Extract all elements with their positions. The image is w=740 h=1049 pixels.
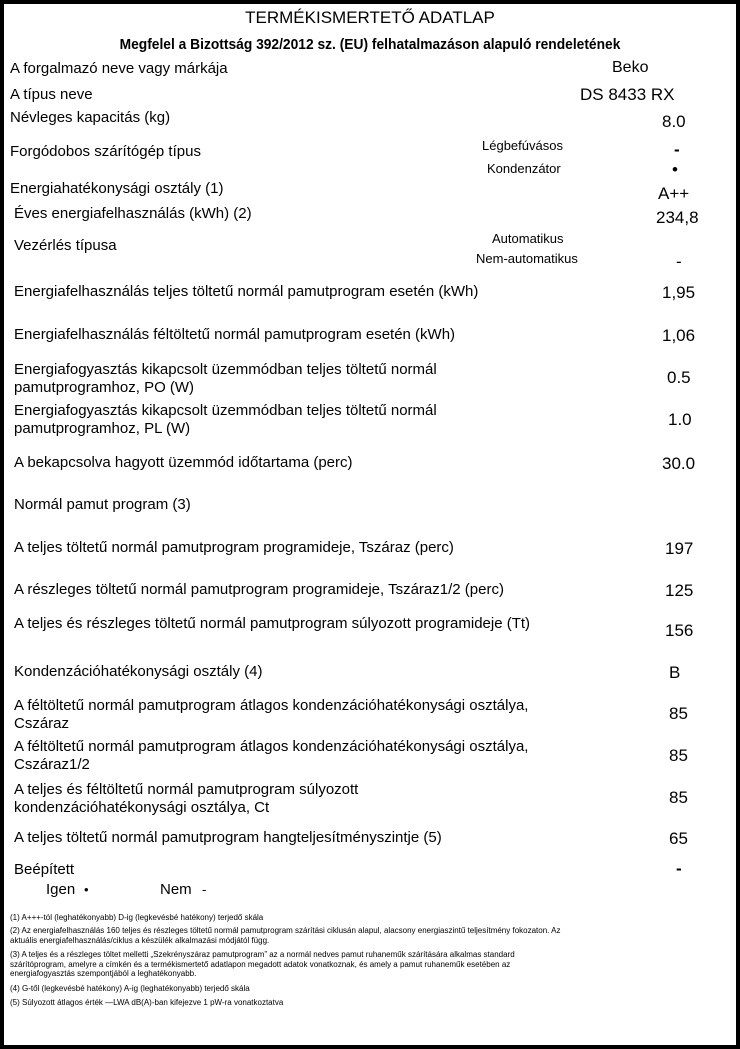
footnote-1: (1) A+++-tól (leghatékonyabb) D-ig (legkevésbé hatékony) terjedő skála	[10, 913, 264, 922]
brand-label: A forgalmazó neve vagy márkája	[10, 60, 228, 77]
capacity-value: 8.0	[662, 112, 686, 131]
program-time-full-value: 197	[665, 539, 694, 558]
control-type-label: Vezérlés típusa	[14, 237, 117, 254]
footnote-4: (4) G-től (legkevésbé hatékony) A-ig (leghatékonyabb) terjedő skála	[10, 984, 250, 993]
capacity-label: Névleges kapacitás (kg)	[10, 109, 171, 126]
energy-class-value: A++	[658, 184, 690, 203]
page-subtitle: Megfelel a Bizottság 392/2012 sz. (EU) felhatalmazáson alapuló rendeletének	[119, 36, 621, 53]
weighted-program-time-value: 156	[665, 621, 694, 640]
control-nonautomatic-value: -	[676, 252, 682, 271]
left-on-mode-power-value: 1.0	[668, 410, 692, 429]
energy-class-label: Energiahatékonysági osztály (1)	[10, 180, 224, 197]
product-fiche	[4, 4, 736, 1045]
model-label: A típus neve	[10, 86, 93, 103]
energy-half-load-value: 1,06	[662, 326, 696, 345]
annual-energy-value: 234,8	[656, 208, 699, 227]
dryer-type-condenser-label: Kondenzátor	[487, 161, 561, 176]
dryer-type-condenser-value: •	[672, 160, 678, 179]
footnote-5: (5) Súlyozott átlagos érték —LWA dB(A)-ban kifejezve 1 pW-ra vonatkoztatva	[10, 998, 284, 1007]
power-off-mode-label: Energiafogyasztás kikapcsolt üzemmódban teljes töltetű normál pamutprogramhoz, PO (W)	[14, 361, 437, 396]
control-nonautomatic-label: Nem-automatikus	[476, 251, 578, 266]
condensation-partial-value: 85	[669, 746, 688, 765]
built-in-yes-label: Igen	[46, 881, 76, 898]
weighted-condensation-label: A teljes és féltöltetű normál pamutprogram súlyozott kondenzációhatékonysági osztálya, Ct	[14, 781, 359, 816]
brand-value: Beko	[612, 59, 649, 76]
left-on-duration-label: A bekapcsolva hagyott üzemmód időtartama (perc)	[14, 454, 353, 471]
program-time-partial-value: 125	[665, 581, 694, 600]
left-on-duration-value: 30.0	[662, 454, 696, 473]
dryer-type-air-vented-label: Légbefúvásos	[482, 138, 563, 153]
power-off-mode-value: 0.5	[667, 368, 691, 387]
condensation-full-value: 85	[669, 704, 688, 723]
dryer-type-label: Forgódobos szárítógép típus	[10, 143, 201, 160]
condensation-full-label: A féltöltetű normál pamutprogram átlagos kondenzációhatékonysági osztálya, Cszáraz	[14, 697, 529, 732]
weighted-condensation-value: 85	[669, 788, 688, 807]
energy-full-load-label: Energiafelhasználás teljes töltetű normál pamutprogram esetén (kWh)	[14, 283, 479, 300]
built-in-no-value: -	[202, 882, 207, 897]
condensation-class-value: B	[669, 663, 681, 682]
energy-half-load-label: Energiafelhasználás féltöltetű normál pamutprogram esetén (kWh)	[14, 326, 456, 343]
built-in-yes-value: •	[84, 882, 89, 897]
condensation-partial-label: A féltöltetű normál pamutprogram átlagos kondenzációhatékonysági osztálya, Cszáraz1/2	[14, 738, 529, 773]
built-in-value: -	[676, 859, 682, 878]
built-in-label: Beépített	[14, 861, 75, 878]
sound-power-level-label: A teljes töltetű normál pamutprogram hangteljesítményszintje (5)	[14, 829, 442, 846]
footnote-3: (3) A teljes és a részleges töltet melletti „Szekrényszáraz pamutprogram” az a normál nedves pamut ruhaneműk szárítására alkalmas standard szárítóprogram, amelyre a címkén és a termékismertető adatlapon megadott adatok vonatkoznak, és amely a pamut ruhaneműk esetében az energiafogyasztás szempontjából a leghatékonyabb.	[10, 950, 515, 978]
energy-full-load-value: 1,95	[662, 283, 696, 302]
left-on-mode-power-label: Energiafogyasztás kikapcsolt üzemmódban teljes töltetű normál pamutprogramhoz, PL (W)	[14, 402, 437, 437]
normal-cotton-program-label: Normál pamut program (3)	[14, 496, 191, 513]
control-automatic-label: Automatikus	[492, 231, 564, 246]
model-value: DS 8433 RX	[580, 85, 675, 104]
sound-power-level-value: 65	[669, 829, 688, 848]
annual-energy-label: Éves energiafelhasználás (kWh) (2)	[14, 205, 252, 222]
footnote-2: (2) Az energiafelhasználás 160 teljes és részleges töltetű normál pamutprogram szárítási ciklusán alapul, alacsony energiaszintű teljesítmény fokozaton. Az aktuális energiafelhasználás/ciklus a készülék alkalmazási módjától függ.	[10, 926, 561, 945]
built-in-no-label: Nem	[160, 881, 192, 898]
condensation-class-label: Kondenzációhatékonysági osztály (4)	[14, 663, 263, 680]
page-title: TERMÉKISMERTETŐ ADATLAP	[245, 8, 495, 27]
program-time-partial-label: A részleges töltetű normál pamutprogram programideje, Tszáraz1/2 (perc)	[14, 581, 504, 598]
weighted-program-time-label: A teljes és részleges töltetű normál pamutprogram súlyozott programideje (Tt)	[14, 615, 531, 632]
dryer-type-air-vented-value: -	[674, 140, 680, 159]
program-time-full-label: A teljes töltetű normál pamutprogram programideje, Tszáraz (perc)	[14, 539, 454, 556]
